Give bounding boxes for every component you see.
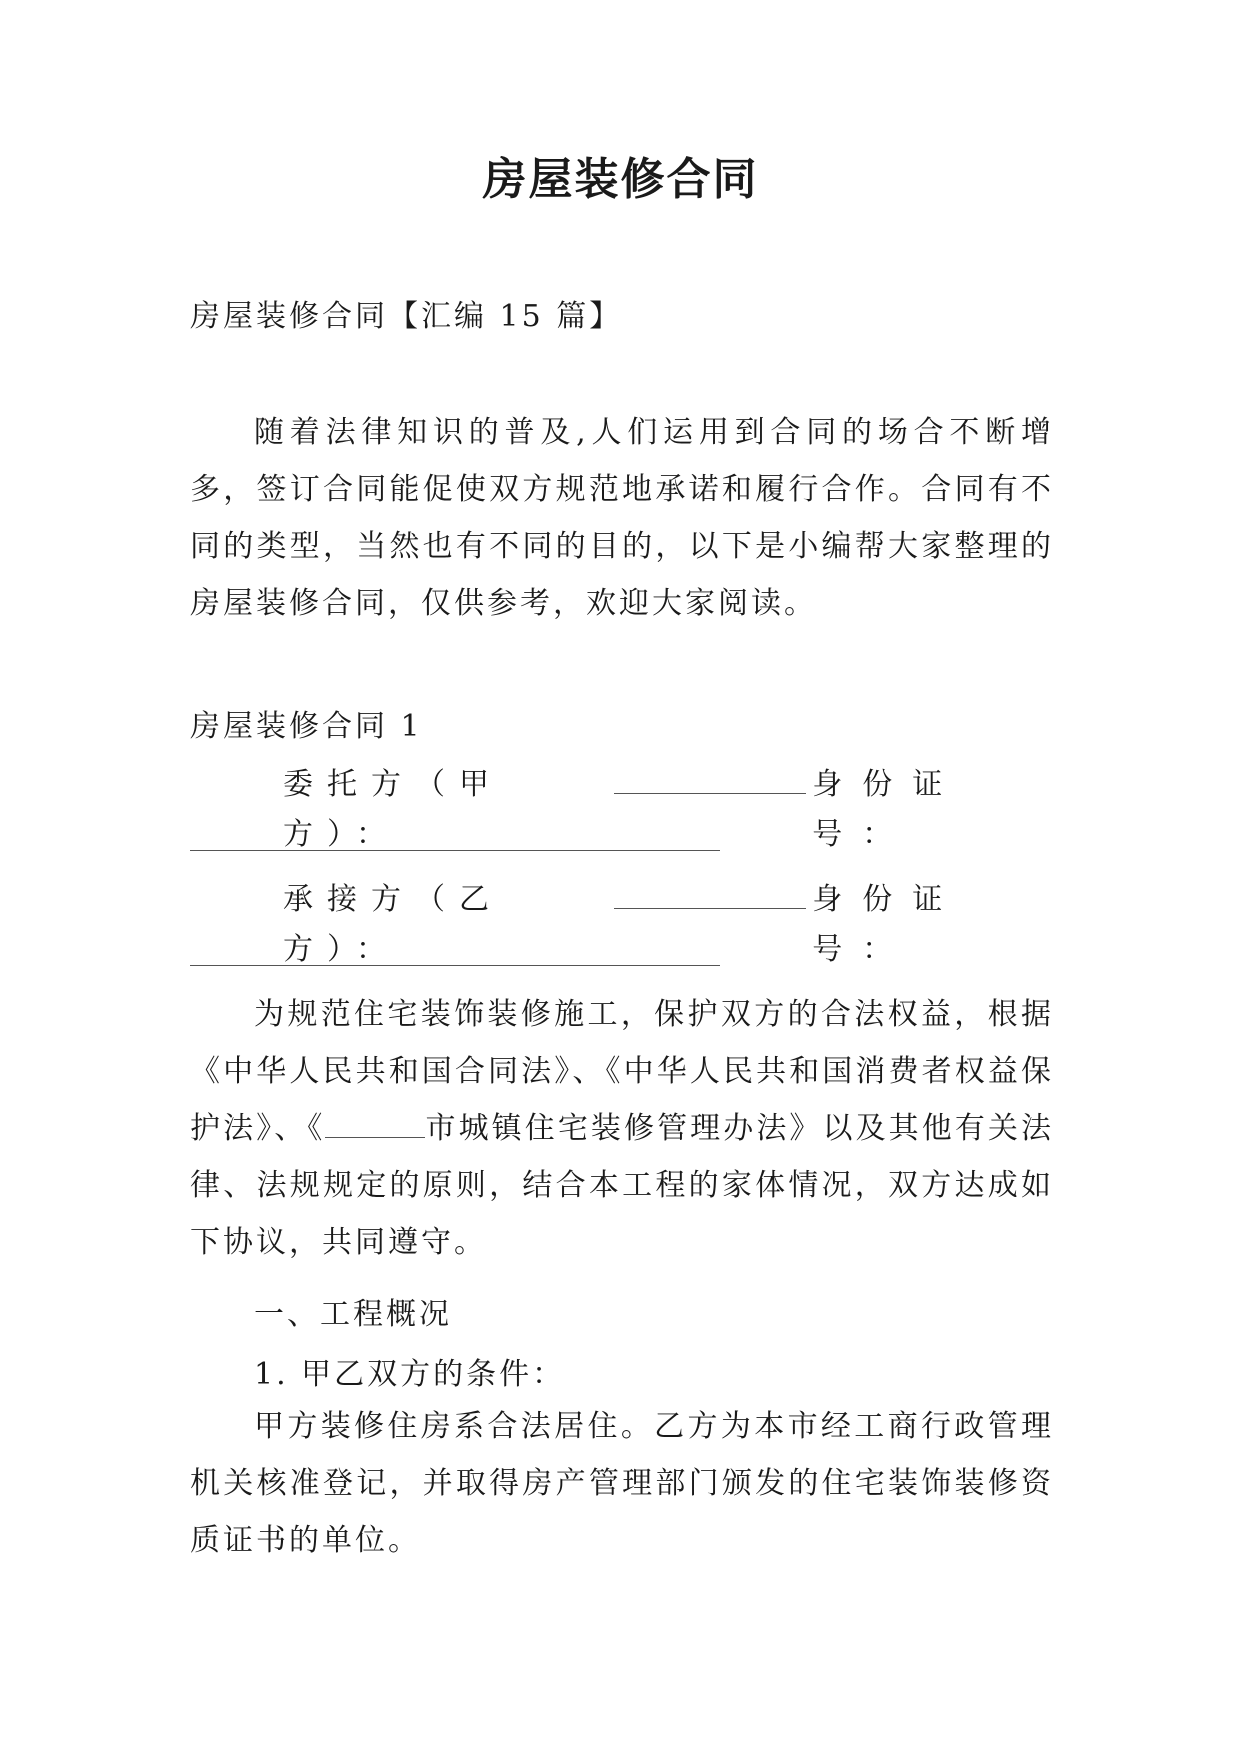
section-1-title: 一、工程概况 <box>254 1297 452 1332</box>
document-subtitle: 房屋装修合同【汇编 15 篇】 <box>190 299 623 334</box>
party-a-name-blank <box>614 763 807 794</box>
party-b-id-label: 身份证号： <box>812 882 963 967</box>
intro-paragraph: 随着法律知识的普及,人们运用到合同的场合不断增多，签订合同能促使双方规范地承诺和履行合作。合同有不同的类型，当然也有不同的目的，以下是小编帮大家整理的房屋装修合同，仅供参考，欢迎大家阅读。 <box>190 415 1054 621</box>
item-1-body: 甲方装修住房系合法居住。乙方为本市经工商行政管理机关核准登记，并取得房产管理部门颁发的住宅装饰装修资质证书的单位。 <box>190 1409 1054 1558</box>
basis-paragraph <box>190 986 1054 1271</box>
basis-text-part2: 市城镇住宅装修管理办法》以及其他有关法律、法规规定的原则，结合本工程的家体情况，双方达成如下协议，共同遵守。 <box>190 1111 1055 1260</box>
party-b-id-blank <box>190 965 720 966</box>
party-b-label: 承接方（乙方）： <box>283 882 503 967</box>
party-a-id-blank <box>190 850 720 851</box>
party-b-name-blank <box>614 878 807 909</box>
document-title: 房屋装修合同 <box>482 154 759 205</box>
basis-text-part1: 为规范住宅装饰装修施工，保护双方的合法权益，根据《中华人民共和国合同法》、《中华人民共和国消费者权益保护法》、《 <box>190 997 1054 1146</box>
party-a-label: 委托方（甲方）： <box>283 767 503 852</box>
item-1-title: 1. 甲乙双方的条件： <box>254 1357 566 1392</box>
party-b-line <box>283 875 1053 975</box>
contract-heading: 房屋装修合同 1 <box>190 709 423 744</box>
city-blank <box>325 1109 425 1138</box>
party-a-id-label: 身份证号： <box>812 767 963 852</box>
party-a-line <box>283 760 1053 860</box>
